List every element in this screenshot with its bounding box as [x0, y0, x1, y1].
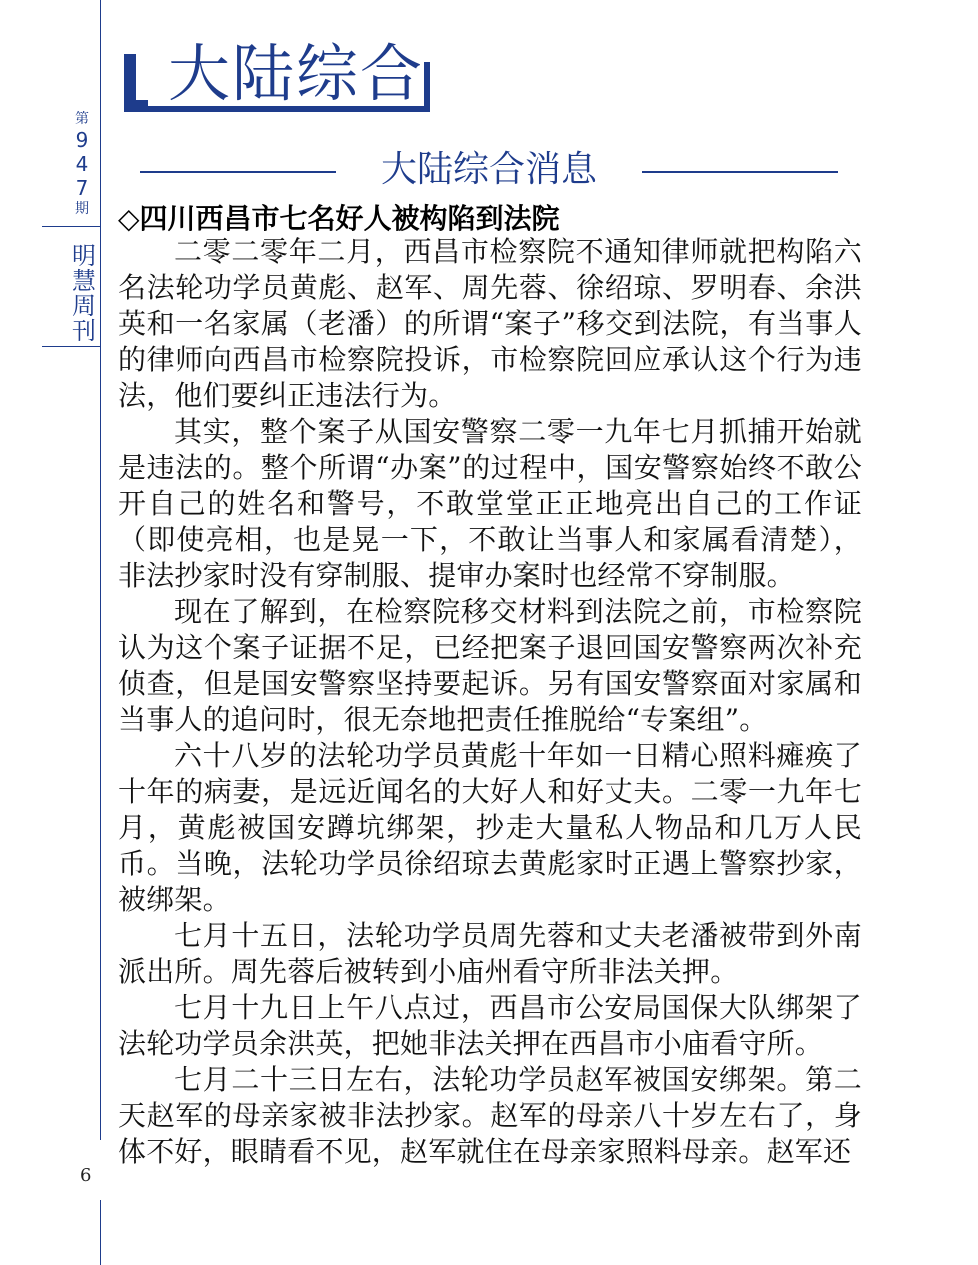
issue-digit: 4	[75, 152, 89, 176]
paragraph: 二零二零年二月，西昌市检察院不通知律师就把构陷六名法轮功学员黄彪、赵军、周先蓉、徐绍琼、罗明春、余洪英和一名家属（老潘）的所谓“案子”移交到法院，有当事人的律师向西昌市检察院投诉，市检察院回应承认这个行为违法，他们要纠正违法行为。	[118, 235, 862, 412]
sidebar-divider	[42, 346, 100, 347]
subtitle-row	[140, 146, 838, 196]
margin-rule-bottom	[100, 1200, 101, 1265]
magazine-name-char: 周	[72, 292, 96, 320]
article-body	[118, 234, 862, 1170]
issue-number	[62, 110, 102, 218]
subtitle: 大陆综合消息	[380, 149, 597, 190]
paragraph: 其实，整个案子从国安警察二零一九年七月抓捕开始就是违法的。整个所谓“办案”的过程中，国安警察始终不敢公开自己的姓名和警号，不敢堂堂正正地亮出自己的工作证（即使亮相，也是晃一下，不敢让当事人和家属看清楚），非法抄家时没有穿制服、提审办案时也经常不穿制服。	[118, 415, 862, 592]
magazine-name-char: 刊	[72, 317, 96, 345]
page-number: 6	[80, 1165, 92, 1186]
header-bar-left	[124, 54, 136, 112]
paragraph: 七月十五日，法轮功学员周先蓉和丈夫老潘被带到外南派出所。周先蓉后被转到小庙州看守所非法关押。	[118, 919, 862, 988]
magazine-name-char: 明	[72, 242, 96, 270]
paragraph: 现在了解到，在检察院移交材料到法院之前，市检察院认为这个案子证据不足，已经把案子退回国安警察两次补充侦查，但是国安警察坚持要起诉。另有国安警察面对家属和当事人的追问时，很无奈地把责任推脱给“专案组”。	[118, 595, 862, 736]
issue-prefix: 第	[75, 111, 89, 127]
magazine-name	[66, 244, 102, 344]
subtitle-rule-right	[642, 171, 838, 173]
header-bar-right	[424, 62, 430, 112]
issue-digit: 7	[75, 176, 89, 200]
paragraph: 七月十九日上午八点过，西昌市公安局国保大队绑架了法轮功学员余洪英，把她非法关押在西昌市小庙看守所。	[118, 991, 862, 1060]
article-title: ◇四川西昌市七名好人被构陷到法院	[118, 202, 560, 235]
issue-suffix: 期	[75, 201, 89, 217]
magazine-name-char: 慧	[72, 267, 96, 295]
section-title: 大陆综合	[168, 37, 425, 110]
paragraph: 六十八岁的法轮功学员黄彪十年如一日精心照料瘫痪了十年的病妻，是远近闻名的大好人和好丈夫。二零一九年七月，黄彪被国安蹲坑绑架，抄走大量私人物品和几万人民币。当晚，法轮功学员徐绍琼去黄彪家时正遇上警察抄家，被绑架。	[118, 739, 862, 916]
issue-digit: 9	[75, 128, 89, 152]
paragraph: 七月二十三日左右，法轮功学员赵军被国安绑架。第二天赵军的母亲家被非法抄家。赵军的母亲八十岁左右了，身体不好，眼睛看不见，赵军就住在母亲家照料母亲。赵军还	[118, 1063, 862, 1168]
header-bar-corner	[136, 100, 148, 112]
sidebar-divider	[42, 226, 100, 227]
